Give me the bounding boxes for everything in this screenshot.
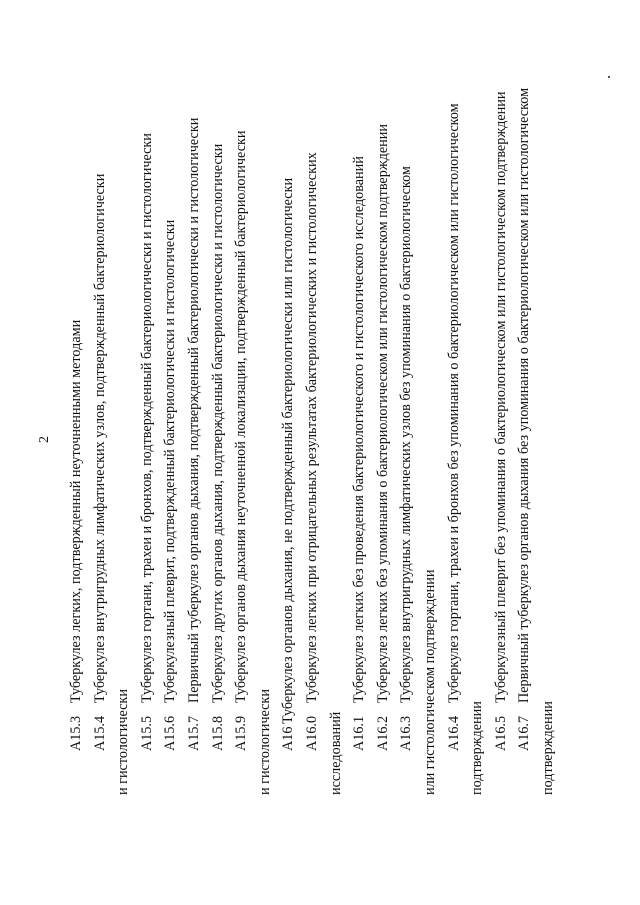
item-text: Туберкулез гортани, трахеи и бронхов без упоминания о бактериологическом или гистологическом bbox=[445, 103, 462, 703]
item-code: A16.7 bbox=[516, 715, 533, 751]
list-item bbox=[136, 35, 160, 795]
item-text: Туберкулез легких при отрицательных результатах бактериологических и гистологических bbox=[303, 152, 320, 703]
list-item bbox=[230, 35, 254, 795]
list-item bbox=[395, 35, 419, 795]
list-item bbox=[372, 35, 396, 795]
list-item bbox=[65, 35, 89, 795]
item-code: A16.5 bbox=[492, 715, 509, 751]
list-item bbox=[89, 35, 113, 795]
item-text: Первичный туберкулез органов дыхания без упоминания о бактериологическом или гистологическом bbox=[516, 87, 533, 703]
item-code: A15.3 bbox=[68, 715, 84, 751]
item-text: Туберкулез органов дыхания неуточненной локализации, подтвержденный бактериологически bbox=[233, 130, 250, 703]
item-code: A15.7 bbox=[185, 715, 202, 751]
item-text: Туберкулез внутригрудных лимфатических узлов, подтвержденный бактериологически bbox=[91, 173, 108, 703]
item-text: Туберкулез легких, подтвержденный неуточненными методами bbox=[68, 319, 84, 703]
item-code: A15.4 bbox=[91, 715, 108, 751]
list-item bbox=[513, 35, 537, 795]
item-text: Туберкулез легких без проведения бактериологического и гистологического исследований bbox=[351, 156, 368, 703]
list-item bbox=[443, 35, 467, 795]
icd-code-list bbox=[65, 35, 560, 795]
page-number: 2 bbox=[37, 436, 52, 443]
scan-speck bbox=[608, 76, 610, 78]
item-code: A15.6 bbox=[162, 715, 179, 751]
item-text: Туберкулез других органов дыхания, подтвержденный бактериологически и гистологически bbox=[209, 143, 226, 703]
item-code: A16.4 bbox=[445, 715, 462, 751]
item-code: A16.2 bbox=[374, 715, 391, 751]
item-code: A16.0 bbox=[303, 715, 320, 751]
item-text: Туберкулез гортани, трахеи и бронхов, подтвержденный бактериологически и гистологически bbox=[138, 133, 155, 703]
list-item bbox=[207, 35, 231, 795]
item-text-cont: и гистологически bbox=[115, 689, 132, 795]
list-item bbox=[159, 35, 183, 795]
list-item-continuation bbox=[254, 35, 278, 795]
item-text-cont: подтверждении bbox=[469, 701, 486, 795]
list-item bbox=[301, 35, 325, 795]
list-item-continuation bbox=[325, 35, 349, 795]
item-code: A15.8 bbox=[209, 715, 226, 751]
item-code: A15.9 bbox=[233, 715, 250, 751]
list-item bbox=[277, 35, 301, 795]
item-text: Туберкулезный плеврит, подтвержденный бактериологически и гистологически bbox=[162, 219, 179, 703]
item-text: Туберкулез легких без упоминания о бактериологическом или гистологическом подтверждении bbox=[374, 124, 391, 703]
list-item bbox=[490, 35, 514, 795]
list-item-continuation bbox=[466, 35, 490, 795]
item-text: Первичный туберкулез органов дыхания, подтвержденный бактериологически и гистологически bbox=[185, 117, 202, 703]
item-text: Туберкулез внутригрудных лимфатических узлов без упоминания о бактериологическом bbox=[398, 166, 415, 703]
item-code: A16 bbox=[280, 726, 297, 751]
list-item-continuation bbox=[419, 35, 443, 795]
list-item bbox=[183, 35, 207, 795]
item-text: Туберкулез органов дыхания, не подтвержденный бактериологически или гистологически bbox=[280, 177, 297, 724]
item-text-cont: или гистологическом подтверждении bbox=[421, 569, 438, 795]
item-code: A16.1 bbox=[351, 715, 368, 751]
item-code: A16.3 bbox=[398, 715, 415, 751]
item-text-cont: и гистологически bbox=[256, 689, 273, 795]
item-code: A15.5 bbox=[138, 715, 155, 751]
item-text: Туберкулезный плеврит без упоминания о бактериологическом или гистологическом подтверждении bbox=[492, 91, 509, 703]
item-text-cont: подтверждении bbox=[539, 701, 556, 795]
list-item-continuation bbox=[112, 35, 136, 795]
list-item-continuation bbox=[537, 35, 561, 795]
item-text-cont: исследований bbox=[327, 711, 344, 795]
list-item bbox=[348, 35, 372, 795]
